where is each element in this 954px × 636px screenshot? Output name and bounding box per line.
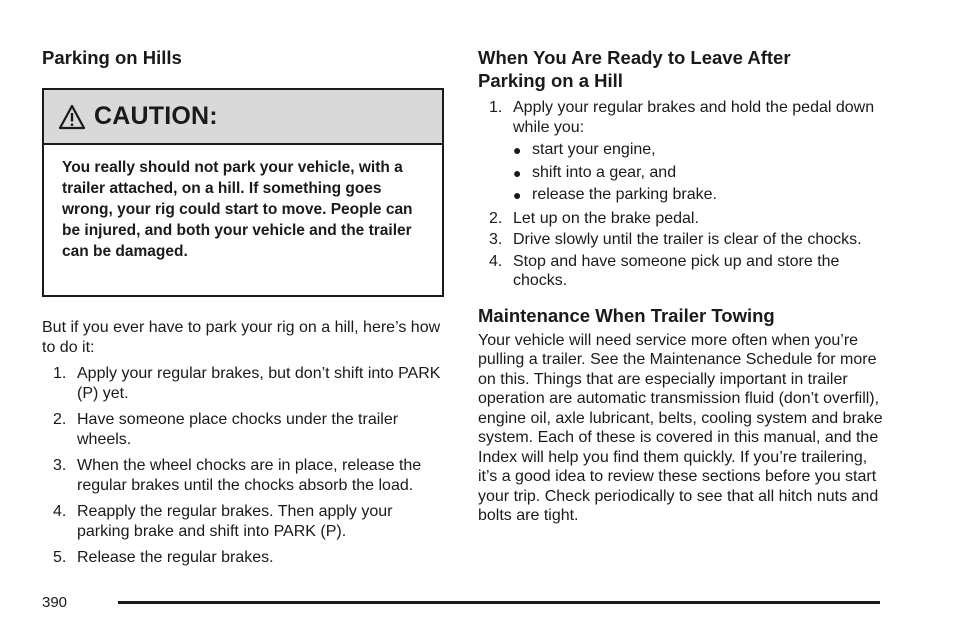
step-text: Stop and have someone pick up and store the chocks. [513, 252, 840, 289]
bullet-item: ● shift into a gear, and [513, 162, 888, 185]
step-bullets [513, 139, 888, 207]
step-number: 2. [53, 411, 67, 428]
step-number: 3. [489, 231, 503, 248]
bullet-dot: ● [513, 142, 522, 158]
step-text: When the wheel chocks are in place, release the regular brakes until the chocks absorb the load. [77, 457, 422, 494]
step-text: Apply your regular brakes, but don’t shift into PARK (P) yet. [77, 365, 441, 402]
step-text: Drive slowly until the trailer is clear of the chocks. [513, 231, 862, 248]
bullet-item: ● release the parking brake. [513, 184, 888, 207]
list-item [42, 548, 444, 568]
step-text: Have someone place chocks under the trailer wheels. [77, 411, 399, 448]
page-number: 390 [42, 594, 68, 611]
bullet-item: ● start your engine, [513, 139, 888, 162]
leave-after-parking-heading: When You Are Ready to Leave After Parking on a Hill [478, 47, 791, 91]
step-text: Release the regular brakes. [77, 549, 274, 566]
parking-steps-list [42, 364, 444, 568]
warning-triangle-icon [58, 104, 86, 130]
left-column [42, 46, 444, 568]
footer-rule [118, 601, 880, 604]
maintenance-paragraph: Your vehicle will need service more often when you’re pulling a trailer. See the Maintenance Schedule for more on this. Things that are especially important in trailer operation are automatic transmission fluid (don’t overfill), engine oil, axle lubricant, belts, cooling system and brake system. Each of these is covered in this manual, and the Index will help you find them quickly. If you’re trailering, it’s a good idea to review these sections before you start your trip. Check periodically to see that all hitch nuts and bolts are tight. [478, 331, 883, 524]
list-item [42, 364, 444, 403]
caution-header [44, 90, 442, 145]
caution-body: You really should not park your vehicle, with a trailer attached, on a hill. If something goes wrong, your rig could start to move. People can be injured, and both your vehicle and the trailer can be damaged. [62, 159, 413, 260]
right-column [478, 46, 888, 526]
step-number: 1. [489, 99, 503, 116]
step-text: Apply your regular brakes and hold the pedal down while you: [513, 99, 875, 136]
step-text: Reapply the regular brakes. Then apply your parking brake and shift into PARK (P). [77, 503, 393, 540]
parking-on-hills-heading: Parking on Hills [42, 47, 182, 68]
list-item [42, 456, 444, 495]
caution-box [42, 88, 444, 297]
bullet-dot: ● [513, 164, 522, 181]
maintenance-heading: Maintenance When Trailer Towing [478, 304, 775, 326]
caution-title: CAUTION: [94, 102, 218, 130]
list-item [42, 502, 444, 541]
step-number: 4. [489, 252, 503, 270]
bullet-dot: ● [513, 187, 522, 203]
step-number: 4. [53, 503, 67, 520]
list-item [478, 252, 888, 291]
step-number: 5. [53, 549, 67, 566]
list-item [478, 209, 888, 229]
step-text: Let up on the brake pedal. [513, 209, 699, 227]
step-number: 1. [53, 365, 67, 382]
step-number: 3. [53, 457, 67, 474]
step-number: 2. [489, 209, 503, 227]
list-item [478, 230, 888, 250]
intro-paragraph: But if you ever have to park your rig on a hill, here’s how to do it: [42, 319, 441, 356]
list-item [478, 98, 888, 207]
leave-steps-list [478, 98, 888, 291]
list-item [42, 410, 444, 449]
